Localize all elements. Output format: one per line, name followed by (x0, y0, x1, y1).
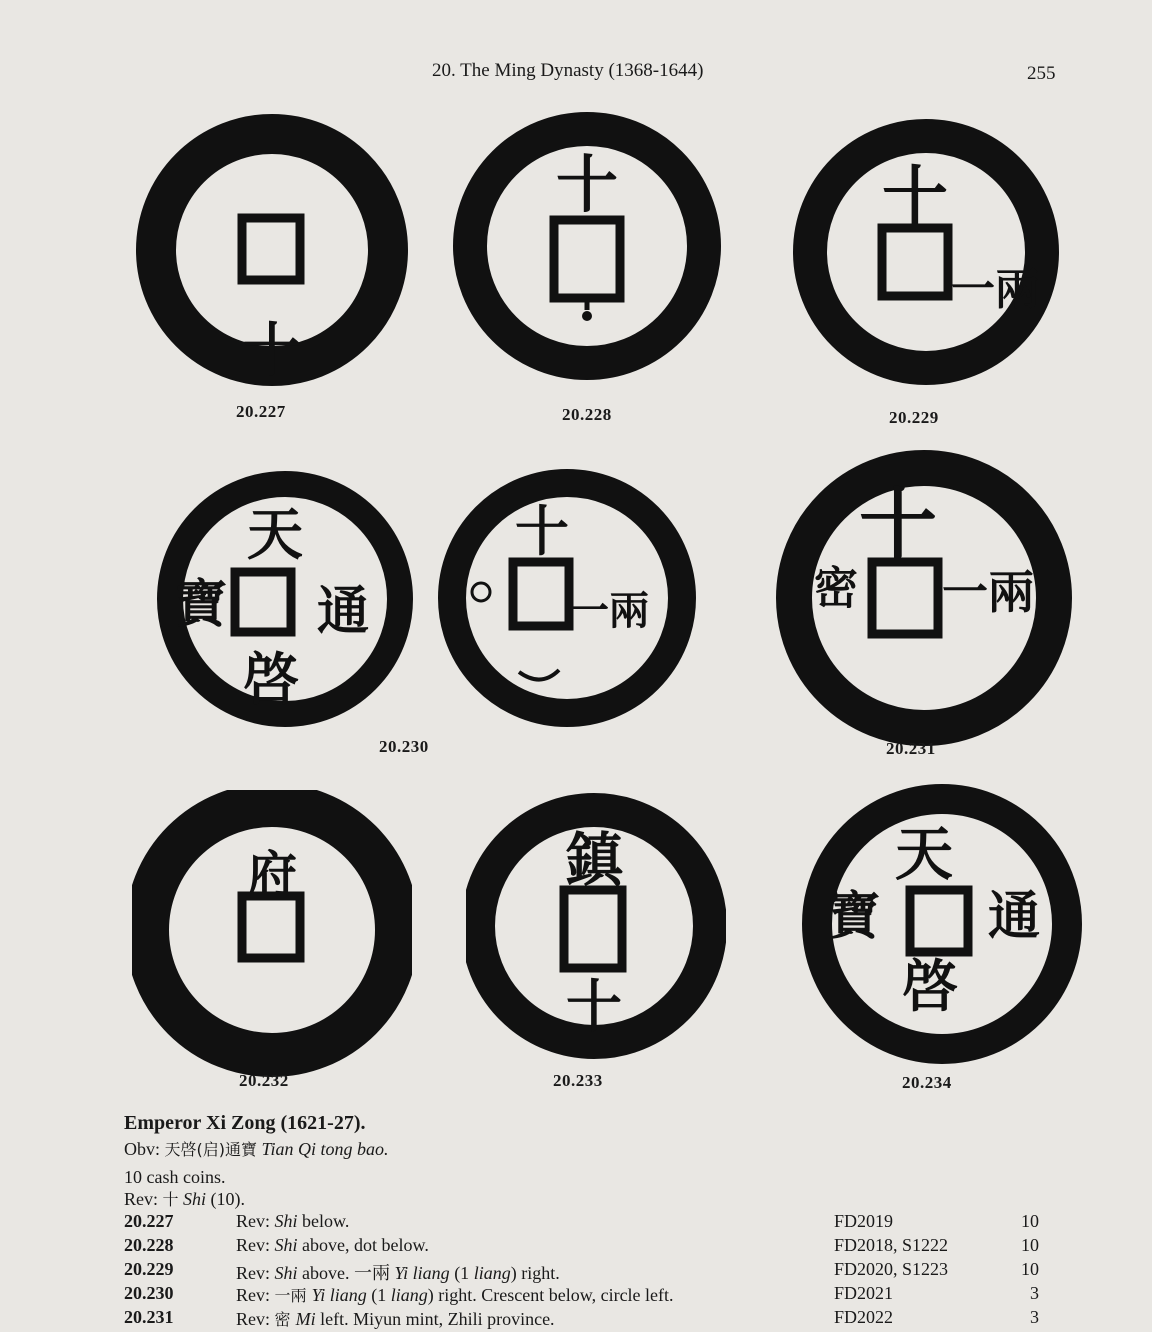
catalog-entry (124, 1259, 1054, 1283)
coin-20-232-right-chars: 一兩 (942, 565, 1034, 619)
coin-20-229 (790, 102, 1062, 402)
obverse-pinyin: Tian Qi tong bao. (261, 1139, 389, 1159)
entry-reference: FD2021 (834, 1283, 894, 1303)
figure-label: 20.227 (236, 402, 286, 421)
coin-20-234 (466, 786, 726, 1076)
entry-rev-label: Rev: (236, 1211, 270, 1231)
entry-text: left. Miyun mint, Zhili province. (315, 1309, 555, 1329)
coin-20-228-drawing (449, 96, 724, 396)
coin-20-234-top-char: 鎮 (564, 826, 624, 894)
entry-description (236, 1235, 429, 1256)
coin-20-232-top-char: 十 (858, 481, 938, 571)
coin-20-232-left-char: 密 (814, 563, 858, 614)
coin-20-235-top-char: 天 (894, 820, 954, 888)
coin-20-227-drawing (136, 100, 408, 400)
coin-20-230-bottom-char: 啓 (243, 648, 299, 713)
reverse-line (124, 1188, 1054, 1211)
catalog-entry (124, 1235, 1054, 1259)
coin-20-230-drawing (153, 454, 418, 736)
figure-label: 20.233 (553, 1071, 603, 1090)
catalog-entries (124, 1211, 1054, 1331)
entry-value: 10 (1021, 1235, 1039, 1255)
entry-text: below. (297, 1211, 350, 1231)
coin-20-229-drawing (790, 102, 1062, 402)
coin-20-230-top-char: 天 (247, 503, 303, 568)
coin-20-235-right-char: 通 (987, 887, 1041, 947)
coin-20-235-bottom-char: 啓 (902, 955, 958, 1020)
coin-20-233 (132, 790, 412, 1080)
coin-20-235-left-char: 寶 (827, 887, 881, 947)
entry-description (236, 1259, 560, 1285)
entry-italic: Yi liang (394, 1263, 450, 1283)
coin-20-228-dot-mark (582, 311, 592, 321)
obverse-line (124, 1138, 1054, 1161)
page-number: 255 (1027, 63, 1056, 84)
coin-20-228-top-char: 十 (555, 148, 619, 221)
catalog-section (124, 1112, 1054, 1331)
entry-italic: Shi (274, 1235, 298, 1255)
figure-label: 20.229 (889, 408, 939, 427)
entry-rev-label: Rev: (236, 1263, 270, 1283)
coin-20-231-top-char: 十 (515, 500, 569, 563)
figure-label: 20.228 (562, 405, 612, 424)
entry-rev-label: Rev: (236, 1285, 270, 1305)
entry-value: 10 (1021, 1259, 1039, 1279)
coin-20-231-drawing (437, 466, 702, 736)
entry-italic: liang (390, 1285, 428, 1305)
entry-value: 3 (1030, 1283, 1039, 1303)
coin-20-229-top-char: 十 (882, 159, 948, 236)
coin-20-235 (802, 784, 1084, 1076)
catalog-entry (124, 1307, 1054, 1331)
coin-20-231-circle-mark (472, 583, 490, 601)
coin-20-230-right-char: 通 (316, 582, 370, 642)
entry-description (236, 1307, 555, 1330)
entry-description (236, 1283, 674, 1306)
coin-20-233-drawing (132, 790, 412, 1080)
obverse-chars: 天啓(启)通寶 (164, 1140, 257, 1159)
coin-20-234-drawing (466, 786, 726, 1076)
reverse-prefix: Rev: (124, 1189, 163, 1209)
entry-text: ) right. Crescent below, circle left. (427, 1285, 674, 1305)
entry-italic: liang (473, 1263, 511, 1283)
figure-label: 20.234 (902, 1073, 952, 1092)
entry-reference: FD2019 (834, 1211, 894, 1231)
running-head: 20. The Ming Dynasty (1368-1644) (432, 60, 704, 81)
figure-label: 20.232 (239, 1071, 289, 1090)
coin-20-234-bottom-char: 十 (566, 975, 622, 1040)
entry-text: (1 (366, 1285, 391, 1305)
reverse-char: 十 (162, 1190, 179, 1209)
entry-reference: FD2022 (834, 1307, 894, 1327)
coin-20-231-crescent-mark (519, 670, 559, 680)
entry-text: (1 (449, 1263, 474, 1283)
coin-20-228 (449, 96, 724, 396)
figure-label: 20.230 (379, 737, 429, 756)
entry-text: above. 一兩 (297, 1263, 395, 1283)
reverse-value: (10). (210, 1189, 246, 1209)
entry-number: 20.231 (124, 1307, 174, 1327)
coin-20-227-bottom-char: 十 (242, 316, 302, 384)
entry-text: above, dot below. (297, 1235, 429, 1255)
entry-number: 20.227 (124, 1211, 174, 1231)
entry-number: 20.229 (124, 1259, 174, 1279)
entry-reference: FD2018, S1222 (834, 1235, 949, 1255)
entry-rev-label: Rev: (236, 1235, 270, 1255)
coin-20-233-top-char: 府 (247, 846, 297, 904)
entry-value: 10 (1021, 1211, 1039, 1231)
coin-20-230 (153, 454, 418, 736)
coin-20-231 (437, 466, 702, 736)
entry-chars: 一兩 (274, 1286, 312, 1305)
entry-reference: FD2020, S1223 (834, 1259, 949, 1279)
entry-text: ) right. (510, 1263, 560, 1283)
denomination-line: 10 cash coins. (124, 1167, 226, 1187)
coin-20-231-right-chars: 一兩 (569, 588, 649, 634)
coin-20-232-drawing (776, 448, 1076, 748)
reverse-pinyin: Shi (183, 1189, 207, 1209)
coin-20-235-drawing (802, 784, 1084, 1076)
figure-label: 20.231 (886, 739, 936, 758)
coin-20-227 (136, 100, 408, 400)
entry-italic: Shi (274, 1263, 298, 1283)
coin-20-229-right-chars: 一兩 (951, 264, 1039, 315)
coin-20-232 (776, 448, 1076, 748)
entry-italic: Shi (274, 1211, 298, 1231)
entry-chars: 密 (274, 1310, 296, 1329)
catalog-entry (124, 1283, 1054, 1307)
section-title: Emperor Xi Zong (1621-27). (124, 1112, 366, 1134)
entry-number: 20.228 (124, 1235, 174, 1255)
obverse-prefix: Obv: (124, 1139, 165, 1159)
catalog-entry (124, 1211, 1054, 1235)
entry-italic: Mi (295, 1309, 316, 1329)
entry-value: 3 (1030, 1307, 1039, 1327)
entry-italic: Yi liang (311, 1285, 367, 1305)
entry-rev-label: Rev: (236, 1309, 270, 1329)
coin-20-230-left-char: 寶 (174, 575, 228, 635)
entry-description (236, 1211, 349, 1232)
entry-number: 20.230 (124, 1283, 174, 1303)
